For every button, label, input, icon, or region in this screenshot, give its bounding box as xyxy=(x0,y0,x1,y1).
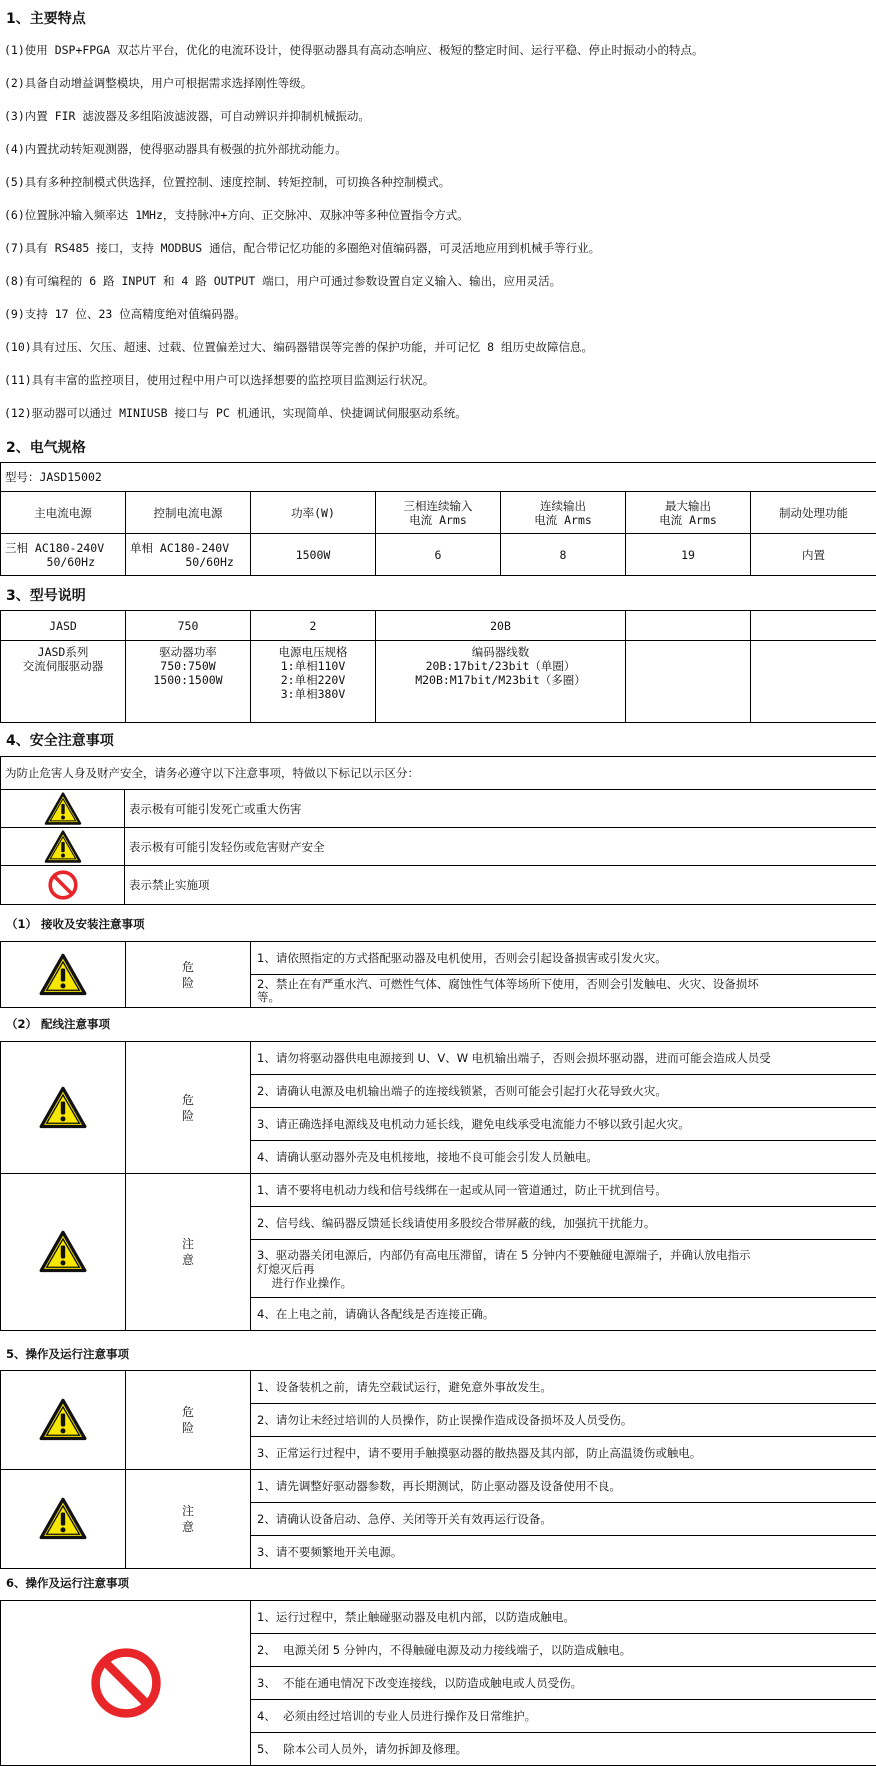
wiring-caution-item: 1、请不要将电机动力线和信号线绑在一起或从同一管道通过，防止干扰到信号。 xyxy=(251,1174,876,1207)
wiring-danger-item: 2、请确认电源及电机输出端子的连接线锁紧，否则可能会引起打火花导致火灾。 xyxy=(251,1075,876,1108)
operation-caution-item: 1、请先调整好驱动器参数，再长期测试，防止驱动器及设备使用不良。 xyxy=(251,1470,876,1503)
feature-item-6: (6)位置脉冲输入频率达 1MHz，支持脉冲+方向、正交脉冲、双脉冲等多种位置指令方式。 xyxy=(4,208,469,222)
wiring-table xyxy=(0,1041,876,1331)
operation2-item: 1、运行过程中，禁止触碰驱动器及电机内部，以防造成触电。 xyxy=(251,1601,876,1634)
elec-cell: 6 xyxy=(376,534,501,576)
feature-item-7: (7)具有 RS485 接口，支持 MODBUS 通信，配合带记忆功能的多圈绝对值编码器，可灵活地应用到机械手等行业。 xyxy=(4,241,601,255)
operation2-item: 4、 必须由经过培训的专业人员进行操作及日常维护。 xyxy=(251,1700,876,1733)
elec-header: 连续输出 电流 Arms xyxy=(501,492,626,534)
danger-level: 危 险 xyxy=(126,1042,251,1174)
model-desc-empty xyxy=(626,641,751,723)
wiring-danger-item: 3、请正确选择电源线及电机动力延长线，避免电线承受电流能力不够以致引起火灾。 xyxy=(251,1108,876,1141)
install-table xyxy=(0,941,876,1008)
prohibition-icon xyxy=(88,1645,164,1721)
operation-title: 5、操作及运行注意事项 xyxy=(6,1347,130,1361)
operation-danger-item: 2、请勿让未经过培训的人员操作，防止误操作造成设备损坏及人员受伤。 xyxy=(251,1404,876,1437)
feature-item-10: (10)具有过压、欠压、超速、过载、位置偏差过大、编码器错误等完善的保护功能，并可记忆 8 组历史故障信息。 xyxy=(4,340,593,354)
model-desc: 驱动器功率 750:750W 1500:1500W xyxy=(126,641,251,723)
feature-item-11: (11)具有丰富的监控项目，使用过程中用户可以选择想要的监控项目监测运行状况。 xyxy=(4,373,435,387)
model-code: 2 xyxy=(251,611,376,641)
legend-text: 表示极有可能引发轻伤或危害财产安全 xyxy=(125,828,876,866)
elec-cell: 单相 AC180-240V 50/60Hz xyxy=(126,534,251,576)
feature-item-8: (8)有可编程的 6 路 INPUT 和 4 路 OUTPUT 端口，用户可通过参数设置自定义输入、输出，应用灵活。 xyxy=(4,274,562,288)
model-code: JASD xyxy=(1,611,126,641)
prohibition-icon xyxy=(47,869,79,901)
safety-title: 4、安全注意事项 xyxy=(6,733,114,749)
install-item: 2、禁止在有严重水汽、可燃性气体、腐蚀性气体等场所下使用，否则会引发触电、火灾、设备损坏 等。 xyxy=(251,975,876,1008)
warning-triangle-icon xyxy=(44,830,82,864)
feature-item-2: (2)具备自动增益调整模块，用户可根据需求选择刚性等级。 xyxy=(4,76,313,90)
elec-header: 主电流电源 xyxy=(1,492,126,534)
elec-header: 三相连续输入 电流 Arms xyxy=(376,492,501,534)
elec-header: 功率(W) xyxy=(251,492,376,534)
danger-level: 危 险 xyxy=(126,1371,251,1470)
warning-triangle-icon xyxy=(39,1497,87,1541)
wiring-title: （2） 配线注意事项 xyxy=(6,1017,111,1031)
operation-danger-item: 1、设备装机之前，请先空载试运行，避免意外事故发生。 xyxy=(251,1371,876,1404)
operation-caution-item: 2、请确认设备启动、急停、关闭等开关有效再运行设备。 xyxy=(251,1503,876,1536)
install-item: 1、请依照指定的方式搭配驱动器及电机使用，否则会引起设备损害或引发火灾。 xyxy=(251,942,876,975)
elec-spec-title: 2、电气规格 xyxy=(6,440,86,456)
operation-danger-item: 3、正常运行过程中，请不要用手触摸驱动器的散热器及其内部，防止高温烫伤或触电。 xyxy=(251,1437,876,1470)
wiring-caution-item: 2、信号线、编码器反馈延长线请使用多股绞合带屏蔽的线，加强抗干扰能力。 xyxy=(251,1207,876,1240)
elec-cell: 8 xyxy=(501,534,626,576)
operation2-table xyxy=(0,1600,876,1766)
model-desc: 电源电压规格 1:单相110V 2:单相220V 3:单相380V xyxy=(251,641,376,723)
operation2-item: 3、 不能在通电情况下改变连接线，以防造成触电或人员受伤。 xyxy=(251,1667,876,1700)
warning-triangle-icon xyxy=(39,1086,87,1130)
model-desc-title: 3、型号说明 xyxy=(6,588,86,604)
elec-cell: 19 xyxy=(626,534,751,576)
warning-triangle-icon xyxy=(39,1398,87,1442)
model-desc: JASD系列 交流伺服驱动器 xyxy=(1,641,126,723)
elec-header: 最大输出 电流 Arms xyxy=(626,492,751,534)
operation2-item: 5、 除本公司人员外，请勿拆卸及修理。 xyxy=(251,1733,876,1766)
safety-intro: 为防止危害人身及财产安全，请务必遵守以下注意事项，特做以下标记以示区分： xyxy=(1,757,876,790)
legend-icon-cell xyxy=(1,828,125,866)
legend-text: 表示极有可能引发死亡或重大伤害 xyxy=(125,790,876,828)
danger-level: 危 险 xyxy=(126,942,251,1008)
feature-item-4: (4)内置扰动转矩观测器，使得驱动器具有极强的抗外部扰动能力。 xyxy=(4,142,347,156)
install-title: （1） 接收及安装注意事项 xyxy=(6,917,145,931)
operation-caution-item: 3、请不要频繁地开关电源。 xyxy=(251,1536,876,1569)
elec-cell: 1500W xyxy=(251,534,376,576)
elec-header: 控制电流电源 xyxy=(126,492,251,534)
elec-spec-table xyxy=(0,462,876,576)
model-code: 750 xyxy=(126,611,251,641)
caution-level: 注 意 xyxy=(126,1174,251,1331)
wiring-danger-item: 1、请勿将驱动器供电电源接到 U、V、W 电机输出端子，否则会损坏驱动器，进而可能会造成人员受 xyxy=(251,1042,876,1075)
model-code-empty xyxy=(751,611,876,641)
elec-cell: 三相 AC180-240V 50/60Hz xyxy=(1,534,126,576)
elec-cell: 内置 xyxy=(751,534,876,576)
wiring-caution-item: 4、在上电之前，请确认各配线是否连接正确。 xyxy=(251,1298,876,1331)
operation-table xyxy=(0,1370,876,1569)
feature-item-1: (1)使用 DSP+FPGA 双芯片平台，优化的电流环设计，使得驱动器具有高动态响应、极短的整定时间、运行平稳、停止时振动小的特点。 xyxy=(4,43,704,57)
feature-item-3: (3)内置 FIR 滤波器及多组陷波滤波器，可自动辨识并抑制机械振动。 xyxy=(4,109,370,123)
features-title: 1、主要特点 xyxy=(6,11,86,27)
legend-icon-cell xyxy=(1,866,125,905)
icon-cell xyxy=(1,942,126,1008)
model-desc-table xyxy=(0,610,876,723)
legend-icon-cell xyxy=(1,790,125,828)
caution-level: 注 意 xyxy=(126,1470,251,1569)
warning-triangle-icon xyxy=(39,1230,87,1274)
icon-cell xyxy=(1,1174,126,1331)
model-desc-empty xyxy=(751,641,876,723)
wiring-danger-item: 4、请确认驱动器外壳及电机接地，接地不良可能会引发人员触电。 xyxy=(251,1141,876,1174)
warning-triangle-icon xyxy=(44,792,82,826)
wiring-caution-item: 3、驱动器关闭电源后，内部仍有高电压滞留，请在 5 分钟内不要触碰电源端子，并确认放电指示 灯熄灭后再 进行作业操作。 xyxy=(251,1240,876,1298)
icon-cell xyxy=(1,1371,126,1470)
elec-header: 制动处理功能 xyxy=(751,492,876,534)
feature-item-12: (12)驱动器可以通过 MINIUSB 接口与 PC 机通讯，实现简单、快捷调试伺服驱动系统。 xyxy=(4,406,467,420)
operation2-title: 6、操作及运行注意事项 xyxy=(6,1576,130,1590)
model-number: 型号：JASD15002 xyxy=(1,463,876,492)
feature-item-9: (9)支持 17 位、23 位高精度绝对值编码器。 xyxy=(4,307,246,321)
legend-text: 表示禁止实施项 xyxy=(125,866,876,905)
safety-legend-table xyxy=(0,756,876,905)
feature-item-5: (5)具有多种控制模式供选择，位置控制、速度控制、转矩控制，可切换各种控制模式。 xyxy=(4,175,451,189)
icon-cell xyxy=(1,1470,126,1569)
operation2-item: 2、 电源关闭 5 分钟内，不得触碰电源及动力接线端子，以防造成触电。 xyxy=(251,1634,876,1667)
model-code-empty xyxy=(626,611,751,641)
icon-cell xyxy=(1,1042,126,1174)
icon-cell xyxy=(1,1601,251,1766)
model-code: 20B xyxy=(376,611,626,641)
warning-triangle-icon xyxy=(39,953,87,997)
model-desc: 编码器线数 20B:17bit/23bit（单圈） M20B:M17bit/M23bit（多圈） xyxy=(376,641,626,723)
